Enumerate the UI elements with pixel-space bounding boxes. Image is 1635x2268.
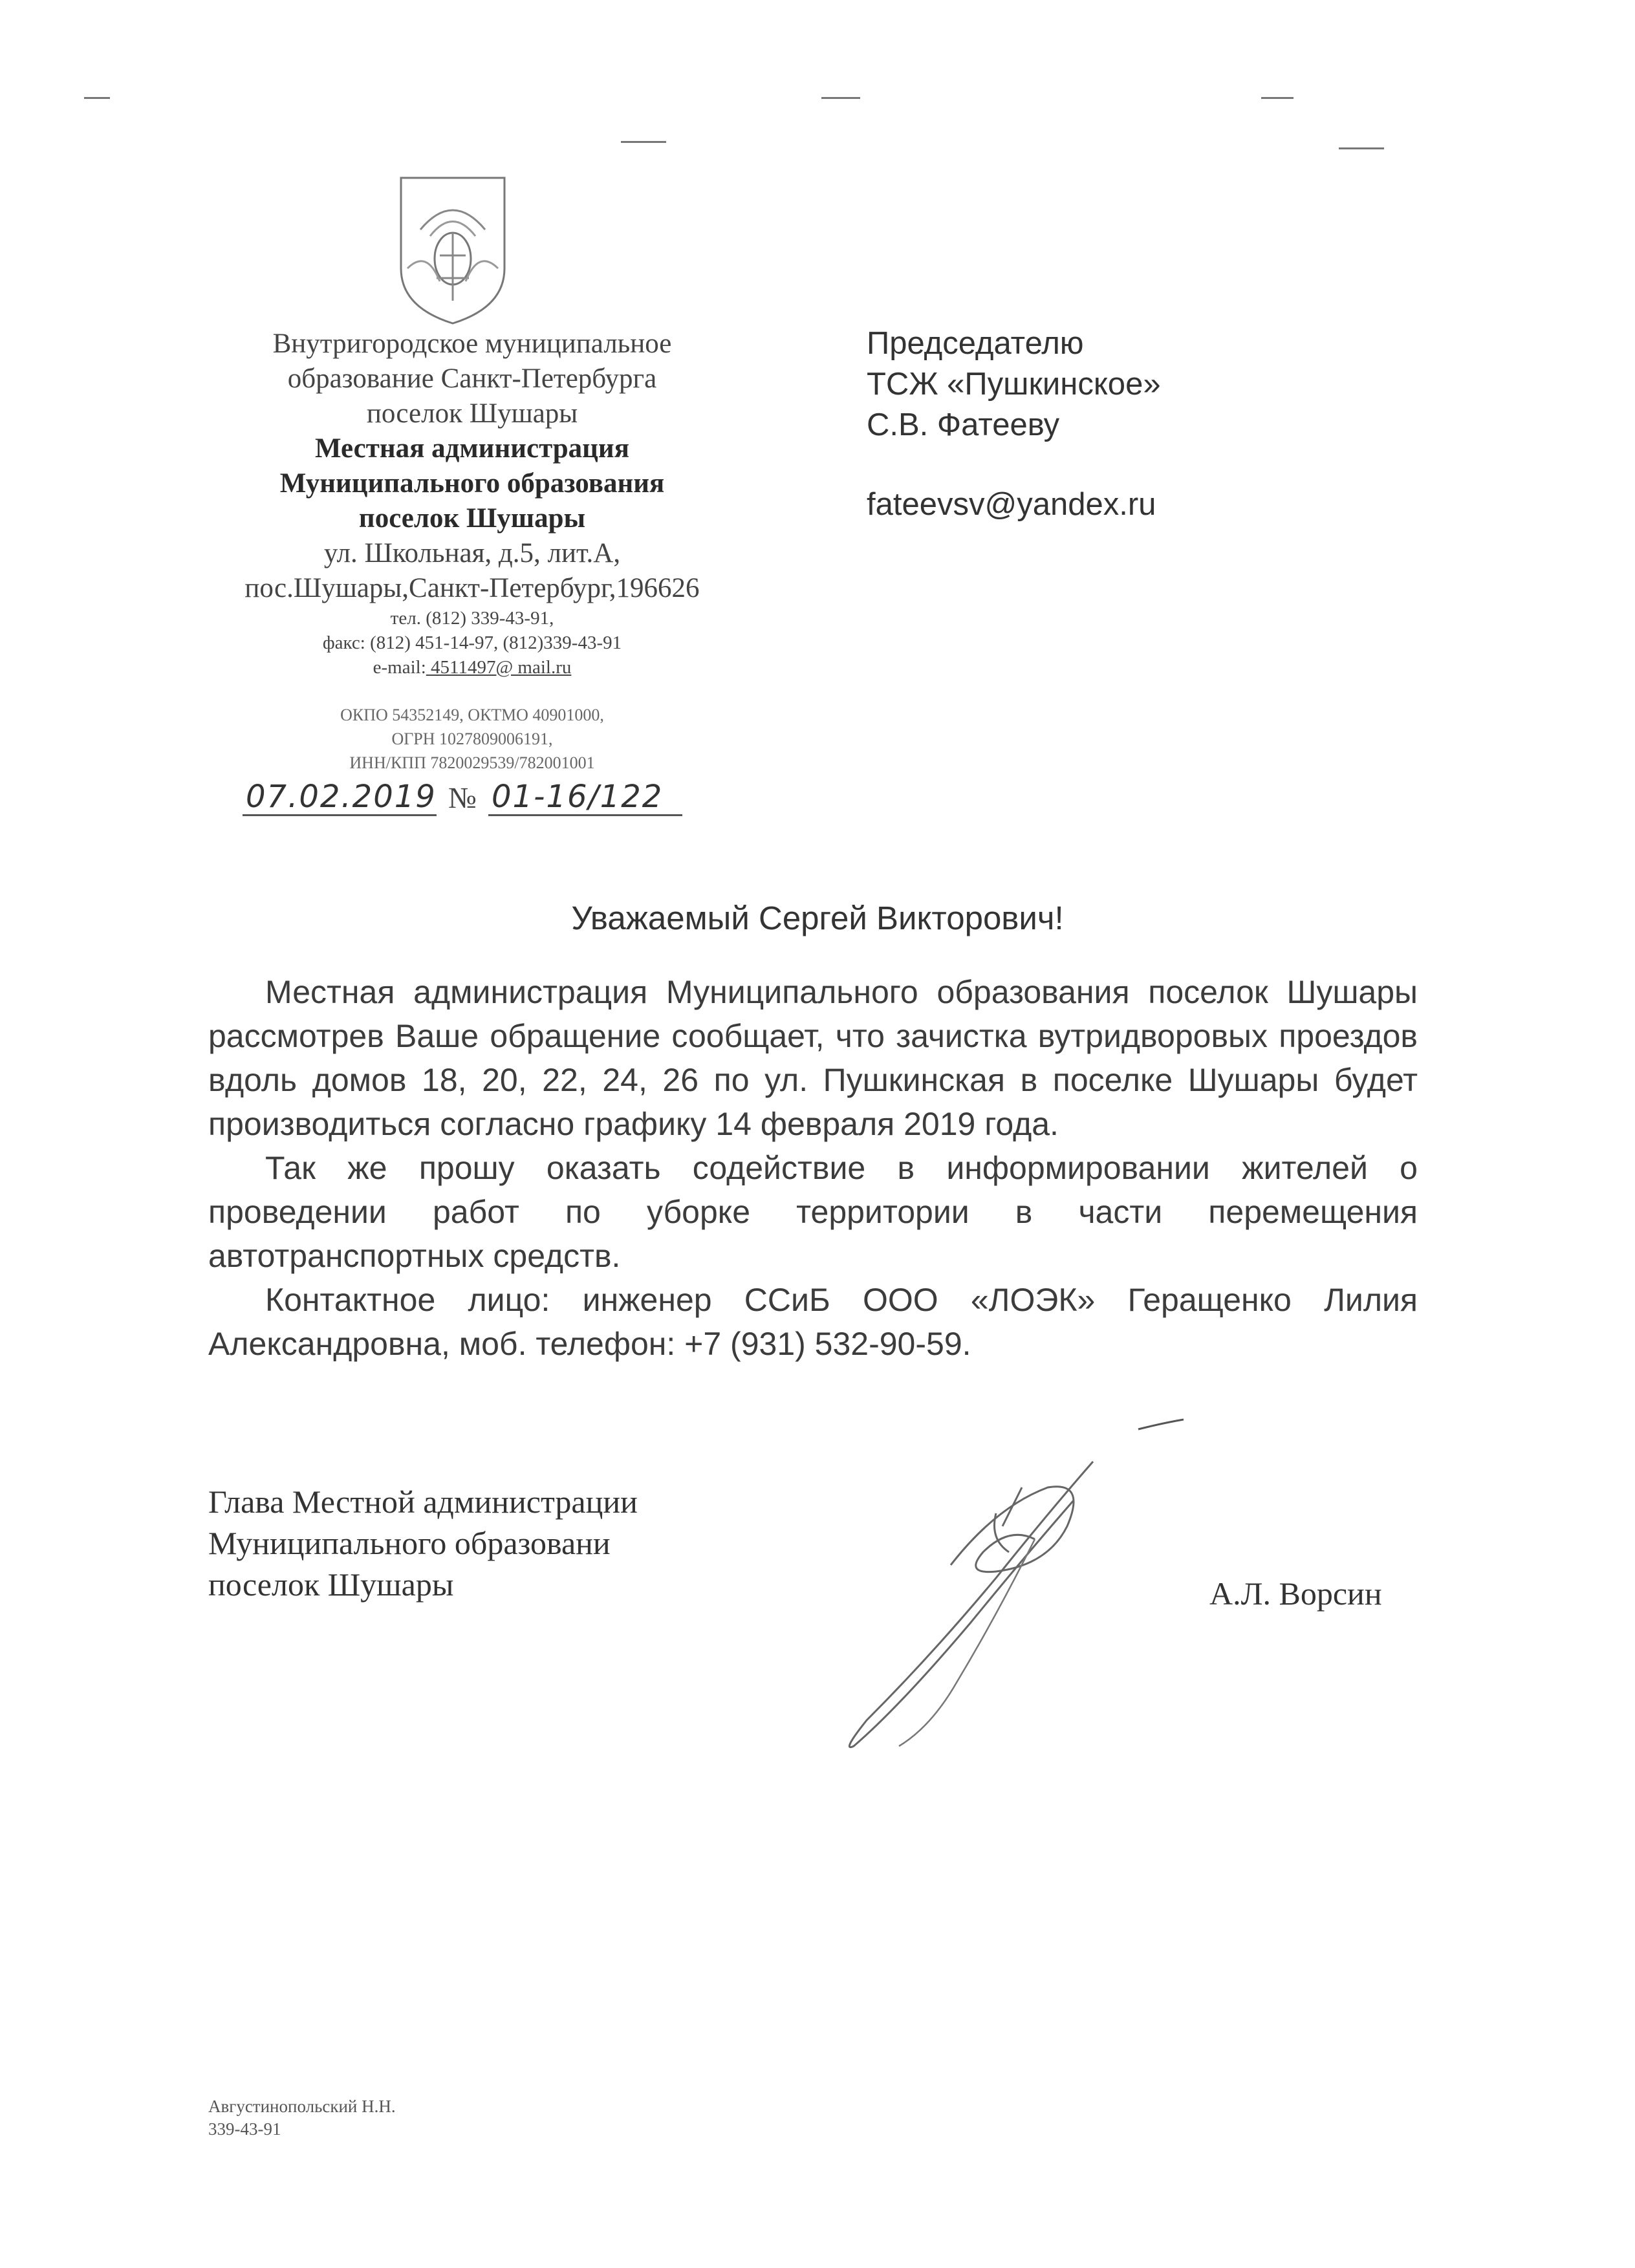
signatory-name: А.Л. Ворсин <box>1209 1575 1382 1612</box>
signatory-position <box>208 1481 790 1605</box>
executor-name: Августинопольский Н.Н. <box>208 2097 396 2116</box>
sender-email-row <box>213 655 731 680</box>
sender-line: Внутригородское муниципальное <box>272 329 672 359</box>
sender-email: 4511497@ mail.ru <box>426 657 572 678</box>
executor-block <box>208 2095 396 2141</box>
signatory-position-line: Муниципального образовани <box>208 1525 611 1561</box>
sender-tel: тел. (812) 339-43-91, <box>390 608 554 629</box>
scan-mark <box>1339 147 1384 149</box>
recipient-email: fateevsv@yandex.ru <box>867 487 1156 522</box>
sender-email-label: e-mail: <box>373 657 426 678</box>
sender-org-line: Местная администрация <box>315 433 629 464</box>
handwritten-signature-icon <box>802 1410 1203 1772</box>
letter-body <box>208 970 1418 1366</box>
sender-address-line: ул. Школьная, д.5, лит.А, <box>323 538 621 568</box>
salutation: Уважаемый Сергей Викторович! <box>571 900 1064 936</box>
sender-codes-line: ОГРН 1027809006191, <box>391 729 553 748</box>
recipient-line: ТСЖ «Пушкинское» <box>867 367 1161 402</box>
scan-mark <box>1261 97 1294 99</box>
body-paragraph: Контактное лицо: инженер ССиБ ООО «ЛОЭК» Геращенко Лилия Александровна, моб. телефон: +7 (931) 532-90-59. <box>208 1282 1418 1362</box>
scan-mark <box>84 97 110 99</box>
sender-address-line: пос.Шушары,Санкт-Петербург,196626 <box>244 573 700 603</box>
recipient-line: С.В. Фатееву <box>867 407 1060 442</box>
registration-line <box>243 776 689 821</box>
recipient-line: Председателю <box>867 326 1084 361</box>
sender-fax: факс: (812) 451-14-97, (812)339-43-91 <box>322 632 622 653</box>
sender-org-line: Муниципального образования <box>279 468 665 499</box>
sender-codes-line: ИНН/КПП 7820029539/782001001 <box>349 753 595 772</box>
sender-org-line: поселок Шушары <box>358 503 586 534</box>
sender-block <box>213 327 731 775</box>
coat-of-arms-icon <box>395 171 511 327</box>
signatory-position-line: Глава Местной администрации <box>208 1484 638 1520</box>
sender-codes-line: ОКПО 54352149, ОКТМО 40901000, <box>340 706 604 724</box>
recipient-block <box>867 323 1513 525</box>
body-paragraph: Так же прошу оказать содействие в информировании жителей о проведении работ по уборке территории в части перемещения автотранспортных средств. <box>208 1150 1418 1274</box>
body-paragraph: Местная администрация Муниципального образования поселок Шушары рассмотрев Ваше обращение сообщает, что зачистка вутридворовых проездов вдоль домов 18, 20, 22, 24, 26 по ул. Пушкинская в поселке Шушары будет производиться согласно графику 14 февраля 2019 года. <box>208 974 1418 1142</box>
signatory-position-line: поселок Шушары <box>208 1566 454 1603</box>
scan-mark <box>621 141 666 143</box>
registration-number: 01-16/122 <box>492 779 664 815</box>
scan-mark <box>821 97 860 99</box>
sender-line: поселок Шушары <box>366 398 578 429</box>
sender-line: образование Санкт-Петербурга <box>287 363 657 394</box>
executor-phone: 339-43-91 <box>208 2119 281 2139</box>
registration-number-sign: № <box>448 781 477 814</box>
registration-date: 07.02.2019 <box>246 779 437 815</box>
